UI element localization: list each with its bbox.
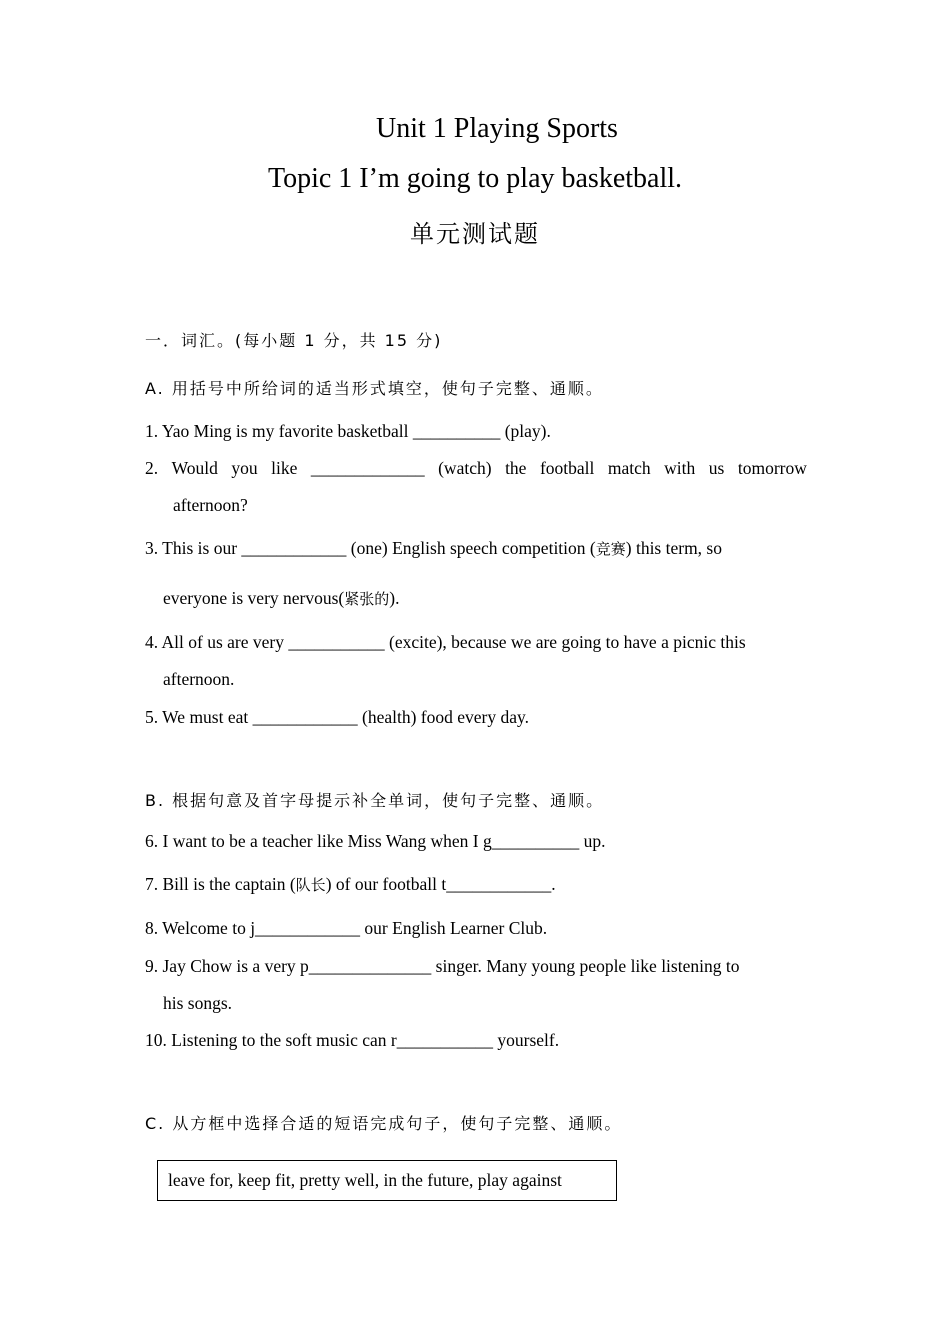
topic-title: Topic 1 I’m going to play basketball. [267, 163, 683, 194]
q3-gloss: 紧张的 [344, 590, 390, 608]
q3-text: ). [389, 588, 400, 608]
question-3 [145, 538, 722, 559]
question-9-continuation: his songs. [163, 993, 233, 1013]
question-8: 8. Welcome to j____________ our English Learner Club. [145, 918, 548, 938]
q2-word: match [607, 458, 651, 478]
q2-word: tomorrow [737, 458, 807, 478]
question-4: 4. All of us are very ___________ (excite), because we are going to have a picnic this [145, 632, 746, 652]
q2-word: Would [171, 458, 218, 478]
q3-text: everyone is very nervous( [163, 588, 345, 608]
q7-gloss: 队长 [295, 876, 326, 894]
q2-word: us [708, 458, 725, 478]
section-heading: 一．词汇。(每小题 1 分，共 15 分) [145, 331, 443, 350]
question-3-continuation [163, 588, 399, 609]
unit-title: Unit 1 Playing Sports [376, 113, 618, 144]
q3-text: ) this term, so [625, 538, 722, 558]
q2-word: the [505, 458, 527, 478]
question-10: 10. Listening to the soft music can r___________ yourself. [145, 1030, 560, 1050]
question-1: 1. Yao Ming is my favorite basketball __________ (play). [145, 421, 551, 441]
test-title: 单元测试题 [410, 220, 540, 248]
q3-text: 3. This is our ____________ (one) English speech competition ( [145, 538, 596, 558]
q7-text: 7. Bill is the captain ( [145, 874, 296, 894]
question-6: 6. I want to be a teacher like Miss Wang when I g__________ up. [145, 831, 606, 851]
question-2 [145, 458, 807, 479]
question-5: 5. We must eat ____________ (health) food every day. [145, 707, 529, 727]
q3-gloss: 竞赛 [595, 540, 626, 558]
q2-word: like [271, 458, 298, 478]
question-9: 9. Jay Chow is a very p______________ singer. Many young people like listening to [145, 956, 740, 976]
question-7 [145, 874, 556, 895]
q2-word: football [539, 458, 595, 478]
question-2-continuation: afternoon? [173, 495, 248, 515]
question-4-continuation: afternoon. [163, 669, 235, 689]
q7-text: ) of our football t____________. [325, 874, 556, 894]
q2-word: you [231, 458, 258, 478]
part-b-instruction: B. 根据句意及首字母提示补全单词，使句子完整、通顺。 [145, 791, 605, 810]
q2-word: with [664, 458, 696, 478]
q2-word: 2. [145, 458, 159, 478]
q2-blank: _____________ [310, 458, 425, 478]
part-a-instruction: A. 用括号中所给词的适当形式填空，使句子完整、通顺。 [145, 379, 604, 398]
phrase-box: leave for, keep fit, pretty well, in the future, play against [157, 1160, 617, 1201]
q2-word: (watch) [438, 458, 492, 478]
part-c-instruction: C. 从方框中选择合适的短语完成句子，使句子完整、通顺。 [145, 1114, 623, 1133]
